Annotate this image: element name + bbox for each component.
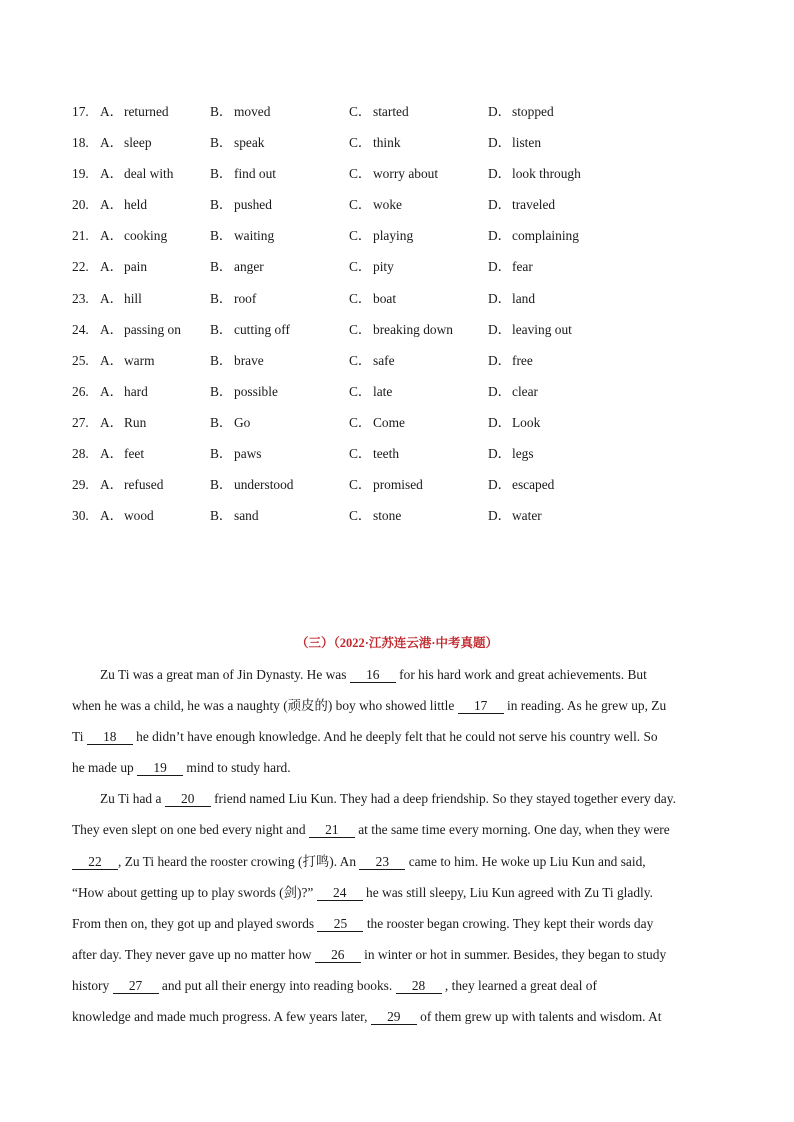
option-letter: D． [488,383,512,399]
option-letter: B． [210,228,233,244]
option-a [100,220,168,251]
question-row [72,158,722,189]
option-letter: B． [210,104,233,119]
option-letter: B． [210,321,233,337]
question-row [72,407,722,438]
question-number: 28. [72,446,89,462]
option-text: Run [124,414,147,430]
option-letter: A． [100,352,124,368]
option-text: refused [124,477,164,493]
option-text: find out [234,166,277,182]
blank-21[interactable]: 21 [309,822,355,838]
passage-line [72,1001,728,1032]
question-row [72,438,722,469]
option-letter: A． [100,508,124,524]
option-d [488,127,542,158]
passage-text: “How about getting up to play swords (剑)?” [72,884,317,900]
option-letter: A． [100,321,124,337]
option-text: held [124,197,148,213]
passage-text: in reading. As he grew up, Zu [503,698,667,714]
option-a [100,438,145,469]
option-text: returned [124,104,169,119]
passage-text: in winter or hot in summer. Besides, they began to study [360,946,667,962]
passage-text: From then on, they got up and played swords [72,915,318,931]
option-text: Look [512,414,541,430]
blank-20[interactable]: 20 [165,791,211,807]
option-text: wood [124,508,154,524]
option-b [210,345,264,376]
question-number: 19. [72,166,89,182]
option-letter: B． [210,508,233,524]
option-a [100,189,148,220]
option-d [488,407,541,438]
passage-text: the rooster began crowing. They kept their words day [363,915,654,931]
option-letter: C． [349,104,372,119]
option-b [210,469,294,500]
option-letter: C． [349,383,372,399]
question-row [72,189,722,220]
option-text: legs [512,446,534,462]
passage-text: , they learned a great deal of [441,977,597,993]
passage-line [72,659,728,690]
option-letter: D． [488,290,512,306]
option-text: brave [234,352,264,368]
option-a [100,283,142,314]
option-text: possible [234,383,278,399]
option-b [210,189,272,220]
option-letter: D． [488,135,512,151]
option-c [349,283,397,314]
option-text: escaped [512,477,555,493]
passage-line [72,690,728,721]
option-c [349,407,405,438]
option-text: fear [512,259,533,275]
option-text: pushed [234,197,272,213]
option-text: passing on [124,321,181,337]
option-text: late [373,383,393,399]
passage-text: Zu Ti was a great man of Jin Dynasty. He was [100,667,350,682]
option-text: free [512,352,533,368]
passage-line [72,846,728,877]
option-text: boat [373,290,397,306]
option-b [210,500,259,531]
question-row [72,220,722,251]
blank-29[interactable]: 29 [371,1009,417,1025]
passage-line [72,877,728,908]
option-letter: C． [349,414,372,430]
option-text: listen [512,135,542,151]
blank-22[interactable]: 22 [72,854,118,870]
blank-16[interactable]: 16 [350,667,396,683]
option-text: water [512,508,542,524]
option-c [349,438,400,469]
option-text: complaining [512,228,579,244]
option-letter: D． [488,477,512,493]
passage-text: after day. They never gave up no matter how [72,946,315,962]
question-row [72,283,722,314]
question-row [72,345,722,376]
option-text: breaking down [373,321,453,337]
option-a [100,314,181,345]
passage-text: at the same time every morning. One day, when they were [354,822,670,838]
option-letter: D． [488,321,512,337]
option-text: leaving out [512,321,572,337]
option-letter: B． [210,259,233,275]
option-letter: A． [100,414,124,430]
option-c [349,500,402,531]
option-letter: C． [349,166,372,182]
option-a [100,376,148,407]
option-a [100,500,154,531]
option-text: stone [373,508,402,524]
blank-19[interactable]: 19 [137,760,183,776]
option-text: playing [373,228,414,244]
option-b [210,376,278,407]
option-d [488,283,536,314]
option-d [488,314,572,345]
passage-text: Ti [72,729,87,745]
passage-line [72,721,728,752]
option-d [488,500,542,531]
option-text: land [512,290,536,306]
option-c [349,376,393,407]
option-b [210,127,265,158]
passage-text: Zu Ti had a [100,791,165,807]
question-row [72,127,722,158]
option-a [100,127,152,158]
option-text: worry about [373,166,439,182]
option-text: hard [124,383,148,399]
passage-text: mind to study hard. [183,760,291,776]
option-a [100,469,164,500]
question-row [72,251,722,282]
passage-text: he didn’t have enough knowledge. And he deeply felt that he could not serve his country well. So [132,729,658,745]
passage-text: for his hard work and great achievements. But [395,667,647,682]
question-number: 26. [72,383,89,399]
option-d [488,438,534,469]
question-number: 18. [72,135,89,151]
option-a [100,158,174,189]
option-text: hill [124,290,142,306]
option-text: clear [512,383,539,399]
question-row [72,500,722,531]
option-letter: C． [349,352,372,368]
option-text: warm [124,352,155,368]
option-letter: A． [100,166,124,182]
blank-24[interactable]: 24 [317,885,363,901]
option-c [349,220,414,251]
option-c [349,189,403,220]
passage-text: and put all their energy into reading books. [158,977,396,993]
option-text: sleep [124,135,152,151]
question-number: 22. [72,259,89,275]
question-number: 27. [72,414,89,430]
cloze-passage [72,659,728,1032]
option-text: look through [512,166,581,182]
option-text: anger [234,259,264,275]
option-letter: C． [349,228,372,244]
question-options-list [72,96,722,531]
option-letter: A． [100,135,124,151]
passage-text: friend named Liu Kun. They had a deep friendship. So they stayed together every day. [210,791,676,807]
option-b [210,283,257,314]
option-text: Go [234,414,251,430]
passage-text: , Zu Ti heard the rooster crowing (打鸣). An [118,853,360,869]
option-letter: D． [488,228,512,244]
option-b [210,407,251,438]
option-d [488,189,556,220]
option-b [210,220,275,251]
option-c [349,127,401,158]
option-letter: D． [488,104,512,119]
passage-line [72,908,728,939]
blank-18[interactable]: 18 [87,729,133,745]
option-d [488,158,581,189]
question-number: 25. [72,352,89,368]
question-number: 30. [72,508,89,524]
passage-text: he made up [72,760,138,776]
option-letter: C． [349,135,372,151]
option-d [488,345,533,376]
option-c [349,469,423,500]
option-letter: D． [488,414,512,430]
option-letter: C． [349,290,372,306]
option-c [349,251,394,282]
blank-23[interactable]: 23 [359,854,405,870]
passage-text: when he was a child, he was a naughty (顽皮的) boy who showed little [72,698,458,714]
passage-text: of them grew up with talents and wisdom. At [416,1009,662,1025]
option-text: Come [373,414,405,430]
blank-27[interactable]: 27 [113,978,159,994]
option-b [210,251,264,282]
option-b [210,158,277,189]
question-number: 21. [72,228,89,244]
question-number: 29. [72,477,89,493]
option-text: pain [124,259,148,275]
option-letter: B． [210,446,233,462]
passage-text: knowledge and made much progress. A few years later, [72,1009,371,1025]
passage-text: history [72,977,113,993]
question-number: 24. [72,321,89,337]
option-text: sand [234,508,259,524]
option-b [210,96,271,127]
option-text: moved [234,104,271,119]
option-text: waiting [234,228,275,244]
option-letter: D． [488,508,512,524]
question-row [72,469,722,500]
option-letter: B． [210,197,233,213]
passage-line [72,970,728,1001]
option-text: cutting off [234,321,290,337]
option-letter: B． [210,290,233,306]
option-c [349,158,439,189]
option-letter: A． [100,197,124,213]
option-letter: B． [210,135,233,151]
option-text: woke [373,197,403,213]
blank-17[interactable]: 17 [458,698,504,714]
blank-25[interactable]: 25 [317,916,363,932]
option-letter: C． [349,197,372,213]
blank-28[interactable]: 28 [396,978,442,994]
question-row [72,96,722,127]
option-letter: C． [349,259,372,275]
option-letter: A． [100,228,124,244]
option-text: cooking [124,228,168,244]
passage-line [72,814,728,845]
option-letter: A． [100,290,124,306]
question-number: 20. [72,197,89,213]
option-letter: D． [488,259,512,275]
option-text: stopped [512,104,554,119]
option-letter: A． [100,383,124,399]
option-a [100,251,148,282]
question-row [72,314,722,345]
question-number: 23. [72,290,89,306]
passage-line [72,939,728,970]
option-b [210,314,290,345]
option-d [488,251,533,282]
option-c [349,314,453,345]
blank-26[interactable]: 26 [315,947,361,963]
option-letter: A． [100,104,124,119]
option-b [210,438,262,469]
option-text: promised [373,477,423,493]
option-d [488,469,555,500]
option-a [100,407,147,438]
option-letter: A． [100,259,124,275]
option-text: paws [234,446,262,462]
passage-line [72,783,728,814]
option-text: started [373,104,409,119]
option-letter: D． [488,197,512,213]
option-text: feet [124,446,145,462]
option-a [100,345,155,376]
option-d [488,376,539,407]
passage-text: came to him. He woke up Liu Kun and said, [405,853,646,869]
option-text: speak [234,135,265,151]
option-letter: C． [349,446,372,462]
option-letter: B． [210,352,233,368]
option-text: think [373,135,401,151]
option-text: deal with [124,166,174,182]
section-title: （三）（2022·江苏连云港·中考真题） [295,636,499,650]
passage-text: he was still sleepy, Liu Kun agreed with Zu Ti gladly. [362,884,653,900]
option-text: pity [373,259,394,275]
option-letter: D． [488,352,512,368]
option-a [100,96,169,127]
option-letter: B． [210,383,233,399]
option-letter: C． [349,321,372,337]
option-letter: A． [100,446,124,462]
option-letter: B． [210,477,233,493]
option-letter: A． [100,477,124,493]
question-row [72,376,722,407]
option-text: roof [234,290,257,306]
option-letter: D． [488,166,512,182]
option-letter: C． [349,508,372,524]
option-letter: B． [210,414,233,430]
passage-text: They even slept on one bed every night and [72,822,309,838]
question-number: 17. [72,104,89,119]
option-text: safe [373,352,395,368]
option-d [488,220,579,251]
option-letter: B． [210,166,233,182]
option-c [349,96,409,127]
option-text: traveled [512,197,556,213]
option-c [349,345,395,376]
option-text: understood [234,477,294,493]
option-letter: D． [488,446,512,462]
passage-line [72,752,728,783]
option-d [488,96,554,127]
option-text: teeth [373,446,400,462]
option-letter: C． [349,477,372,493]
